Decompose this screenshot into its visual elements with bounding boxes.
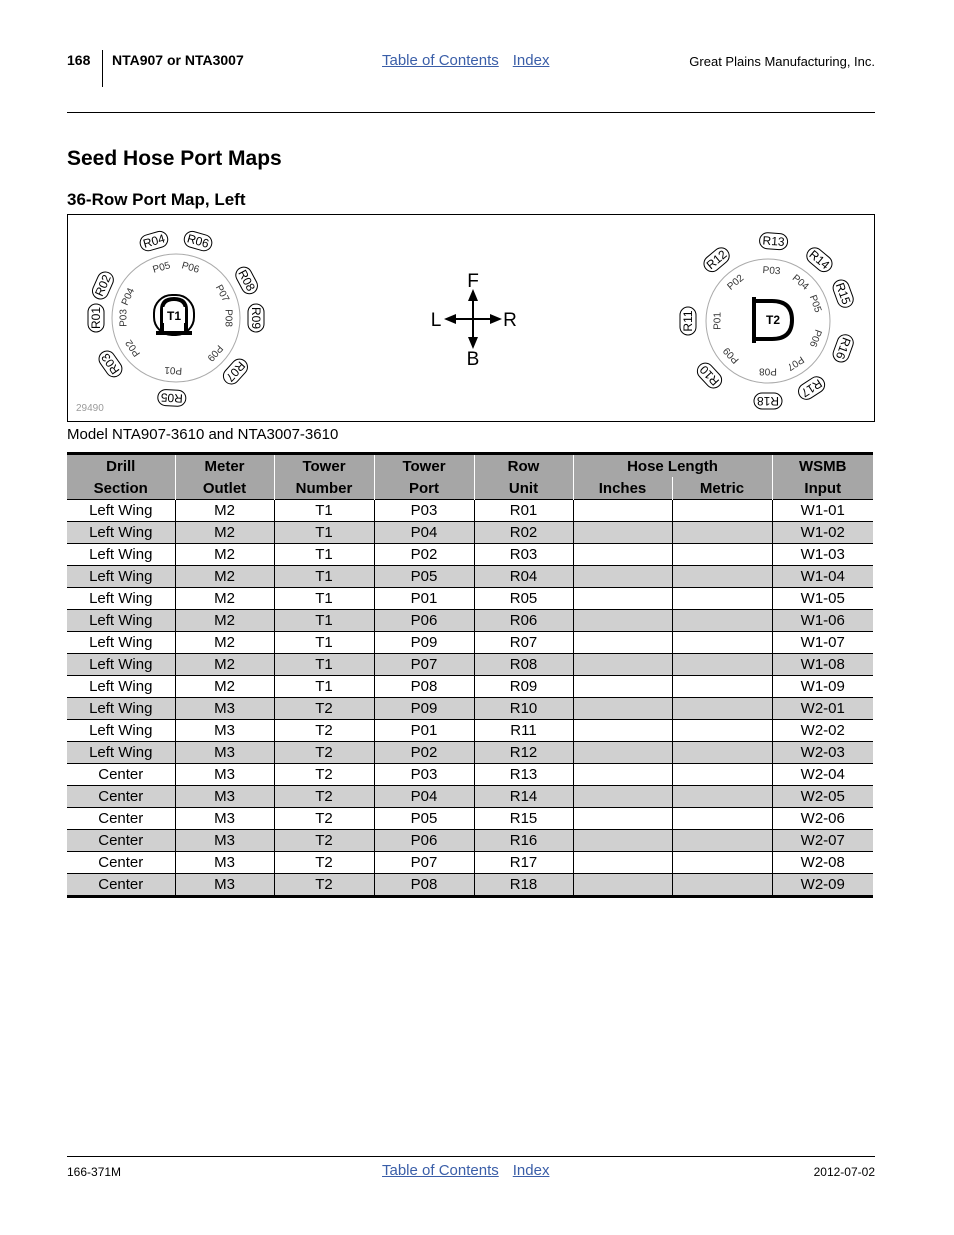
table-cell bbox=[672, 500, 772, 522]
table-cell: Left Wing bbox=[67, 588, 175, 610]
compass bbox=[431, 271, 517, 370]
port-label: P01 bbox=[712, 312, 724, 330]
table-cell: R09 bbox=[474, 676, 573, 698]
port-label: P04 bbox=[119, 286, 138, 308]
tower-left-map bbox=[88, 230, 264, 407]
table-cell bbox=[573, 610, 672, 632]
table-cell bbox=[672, 808, 772, 830]
table-cell bbox=[573, 874, 672, 897]
row-label: R14 bbox=[806, 247, 833, 273]
col-subheader-section: Section bbox=[67, 477, 175, 500]
port-label: P08 bbox=[222, 309, 234, 327]
table-cell: M3 bbox=[175, 852, 274, 874]
table-cell: W2-02 bbox=[772, 720, 873, 742]
row-label: R09 bbox=[249, 306, 263, 330]
table-cell: R18 bbox=[474, 874, 573, 897]
table-cell: Left Wing bbox=[67, 698, 175, 720]
table-cell: R16 bbox=[474, 830, 573, 852]
compass-right-label: R bbox=[503, 310, 517, 331]
table-cell: W1-06 bbox=[772, 610, 873, 632]
table-cell: Center bbox=[67, 830, 175, 852]
table-body bbox=[67, 500, 873, 897]
table-cell: M2 bbox=[175, 676, 274, 698]
table-cell: M2 bbox=[175, 610, 274, 632]
table-row bbox=[67, 830, 873, 852]
table-cell: Left Wing bbox=[67, 676, 175, 698]
table-cell: W1-02 bbox=[772, 522, 873, 544]
table-cell bbox=[573, 676, 672, 698]
port-label: P02 bbox=[123, 337, 144, 359]
row-label: R02 bbox=[92, 272, 114, 299]
row-label: R16 bbox=[832, 335, 854, 362]
table-cell: M2 bbox=[175, 566, 274, 588]
table-cell: P01 bbox=[374, 720, 474, 742]
table-cell bbox=[672, 698, 772, 720]
row-label: R12 bbox=[703, 247, 730, 273]
table-cell: M2 bbox=[175, 654, 274, 676]
table-cell: P02 bbox=[374, 742, 474, 764]
col-subheader-port: Port bbox=[374, 477, 474, 500]
table-cell: M3 bbox=[175, 830, 274, 852]
figure-number: 29490 bbox=[76, 403, 104, 414]
table-cell: W2-01 bbox=[772, 698, 873, 720]
table-cell: T2 bbox=[274, 786, 374, 808]
table-cell: T2 bbox=[274, 742, 374, 764]
table-row bbox=[67, 632, 873, 654]
tower-right-label: T2 bbox=[765, 313, 781, 327]
table-cell: R06 bbox=[474, 610, 573, 632]
port-label: P02 bbox=[725, 272, 747, 293]
port-label: P09 bbox=[204, 342, 225, 364]
table-cell: M3 bbox=[175, 808, 274, 830]
footer-nav bbox=[382, 1162, 549, 1179]
table-cell: R12 bbox=[474, 742, 573, 764]
table-cell: P09 bbox=[374, 698, 474, 720]
port-map-figure bbox=[67, 214, 875, 422]
compass-left-label: L bbox=[430, 310, 442, 331]
table-cell: T2 bbox=[274, 830, 374, 852]
table-cell: R14 bbox=[474, 786, 573, 808]
table-cell: R04 bbox=[474, 566, 573, 588]
table-cell bbox=[573, 544, 672, 566]
table-cell: M3 bbox=[175, 764, 274, 786]
table-cell: W1-05 bbox=[772, 588, 873, 610]
table-cell bbox=[573, 720, 672, 742]
table-header-row-bottom bbox=[67, 477, 873, 500]
table-cell: M3 bbox=[175, 786, 274, 808]
port-map-diagram bbox=[68, 215, 874, 421]
row-label: R06 bbox=[185, 231, 211, 251]
table-row bbox=[67, 500, 873, 522]
table-cell bbox=[672, 786, 772, 808]
table-cell: P03 bbox=[374, 500, 474, 522]
tower-right-map bbox=[680, 232, 855, 409]
table-cell: T1 bbox=[274, 632, 374, 654]
table-cell: P07 bbox=[374, 852, 474, 874]
table-row bbox=[67, 786, 873, 808]
table-cell: W1-01 bbox=[772, 500, 873, 522]
col-header-wsmb: WSMB bbox=[772, 454, 873, 478]
table-row bbox=[67, 610, 873, 632]
table-cell: M3 bbox=[175, 874, 274, 897]
col-subheader-metric: Metric bbox=[672, 477, 772, 500]
col-header-tower-port: Tower bbox=[374, 454, 474, 478]
table-cell: P06 bbox=[374, 830, 474, 852]
table-cell bbox=[573, 566, 672, 588]
table-cell: T2 bbox=[274, 852, 374, 874]
header-nav bbox=[382, 52, 549, 69]
port-label: P08 bbox=[759, 365, 777, 377]
row-label: R08 bbox=[235, 267, 258, 294]
table-cell bbox=[573, 742, 672, 764]
footer-rule bbox=[67, 1156, 875, 1157]
table-cell: W1-04 bbox=[772, 566, 873, 588]
table-cell: T1 bbox=[274, 676, 374, 698]
table-cell: M3 bbox=[175, 720, 274, 742]
table-cell: P09 bbox=[374, 632, 474, 654]
row-label: R18 bbox=[756, 394, 780, 408]
port-label: P05 bbox=[806, 293, 824, 315]
table-cell: T2 bbox=[274, 874, 374, 897]
table-cell: W2-06 bbox=[772, 808, 873, 830]
table-cell: P05 bbox=[374, 808, 474, 830]
port-label: P05 bbox=[151, 260, 172, 276]
table-row bbox=[67, 852, 873, 874]
row-label: R13 bbox=[762, 233, 786, 249]
table-cell: R01 bbox=[474, 500, 573, 522]
table-cell bbox=[573, 522, 672, 544]
table-cell: W2-08 bbox=[772, 852, 873, 874]
table-cell: P02 bbox=[374, 544, 474, 566]
col-header-meter: Meter bbox=[175, 454, 274, 478]
table-cell: P08 bbox=[374, 874, 474, 897]
table-cell bbox=[672, 852, 772, 874]
table-cell: M3 bbox=[175, 698, 274, 720]
table-row bbox=[67, 764, 873, 786]
table-cell: Left Wing bbox=[67, 654, 175, 676]
section-title: Seed Hose Port Maps bbox=[67, 147, 282, 170]
table-cell: M3 bbox=[175, 742, 274, 764]
table-cell: T1 bbox=[274, 566, 374, 588]
table-cell: M2 bbox=[175, 500, 274, 522]
table-cell: W1-03 bbox=[772, 544, 873, 566]
table-cell: W2-09 bbox=[772, 874, 873, 897]
table-cell: T1 bbox=[274, 654, 374, 676]
company-name: Great Plains Manufacturing, Inc. bbox=[689, 54, 875, 69]
table-cell: Left Wing bbox=[67, 720, 175, 742]
table-row bbox=[67, 698, 873, 720]
table-cell: Left Wing bbox=[67, 522, 175, 544]
table-cell: T1 bbox=[274, 588, 374, 610]
port-label: P06 bbox=[180, 260, 201, 276]
table-cell: M2 bbox=[175, 632, 274, 654]
table-cell: P07 bbox=[374, 654, 474, 676]
table-cell bbox=[672, 522, 772, 544]
row-label: R15 bbox=[832, 280, 854, 307]
port-label: P07 bbox=[212, 283, 231, 305]
publication-date: 2012-07-02 bbox=[813, 1165, 875, 1179]
table-cell: Center bbox=[67, 874, 175, 897]
table-cell: W2-07 bbox=[772, 830, 873, 852]
table-cell: T2 bbox=[274, 698, 374, 720]
table-cell: R07 bbox=[474, 632, 573, 654]
table-row bbox=[67, 676, 873, 698]
table-cell: R05 bbox=[474, 588, 573, 610]
table-cell: T2 bbox=[274, 808, 374, 830]
tower-left-label: T1 bbox=[166, 309, 182, 323]
table-cell: P01 bbox=[374, 588, 474, 610]
port-label: P04 bbox=[789, 272, 811, 293]
table-cell: T1 bbox=[274, 610, 374, 632]
table-cell: W1-08 bbox=[772, 654, 873, 676]
table-row bbox=[67, 808, 873, 830]
table-cell bbox=[573, 852, 672, 874]
table-cell: Center bbox=[67, 808, 175, 830]
table-cell: R08 bbox=[474, 654, 573, 676]
table-row bbox=[67, 742, 873, 764]
table-cell bbox=[672, 830, 772, 852]
page-number: 168 bbox=[67, 52, 91, 68]
table-cell: Left Wing bbox=[67, 610, 175, 632]
table-cell: R02 bbox=[474, 522, 573, 544]
table-cell bbox=[672, 676, 772, 698]
table-cell: T1 bbox=[274, 544, 374, 566]
table-cell: M2 bbox=[175, 588, 274, 610]
col-subheader-input: Input bbox=[772, 477, 873, 500]
row-label: R01 bbox=[89, 306, 103, 330]
port-label: P01 bbox=[164, 363, 183, 376]
col-subheader-number: Number bbox=[274, 477, 374, 500]
table-row bbox=[67, 720, 873, 742]
row-label: R10 bbox=[696, 362, 723, 389]
table-cell bbox=[573, 808, 672, 830]
col-subheader-inches: Inches bbox=[573, 477, 672, 500]
table-cell: Left Wing bbox=[67, 742, 175, 764]
port-label: P07 bbox=[784, 353, 806, 373]
table-row bbox=[67, 544, 873, 566]
table-cell: Left Wing bbox=[67, 632, 175, 654]
table-cell bbox=[672, 544, 772, 566]
table-cell: R13 bbox=[474, 764, 573, 786]
toc-link[interactable]: Table of Contents bbox=[382, 52, 499, 69]
table-cell: W2-03 bbox=[772, 742, 873, 764]
row-label: R17 bbox=[798, 376, 825, 400]
table-cell: W1-07 bbox=[772, 632, 873, 654]
compass-front-label: F bbox=[467, 271, 479, 292]
table-cell bbox=[672, 610, 772, 632]
row-label: R11 bbox=[681, 310, 695, 332]
port-label: P03 bbox=[118, 309, 130, 327]
table-cell: T1 bbox=[274, 522, 374, 544]
table-cell: T2 bbox=[274, 720, 374, 742]
figure-caption: Model NTA907-3610 and NTA3007-3610 bbox=[67, 426, 339, 443]
table-cell bbox=[672, 764, 772, 786]
table-cell bbox=[672, 874, 772, 897]
table-row bbox=[67, 654, 873, 676]
table-cell bbox=[672, 632, 772, 654]
table-cell: T1 bbox=[274, 500, 374, 522]
table-cell bbox=[573, 654, 672, 676]
table-cell bbox=[573, 830, 672, 852]
col-header-drill: Drill bbox=[67, 454, 175, 478]
table-cell: Left Wing bbox=[67, 566, 175, 588]
table-cell: P08 bbox=[374, 676, 474, 698]
table-cell: R11 bbox=[474, 720, 573, 742]
table-cell: P05 bbox=[374, 566, 474, 588]
compass-back-label: B bbox=[466, 349, 480, 370]
table-cell bbox=[672, 720, 772, 742]
table-cell: P04 bbox=[374, 522, 474, 544]
col-header-row: Row bbox=[474, 454, 573, 478]
table-cell: Left Wing bbox=[67, 500, 175, 522]
table-cell bbox=[573, 500, 672, 522]
table-cell bbox=[573, 764, 672, 786]
table-cell: P06 bbox=[374, 610, 474, 632]
table-cell bbox=[672, 588, 772, 610]
row-label: R04 bbox=[141, 231, 167, 251]
table-cell: R03 bbox=[474, 544, 573, 566]
table-cell bbox=[573, 786, 672, 808]
col-subheader-unit: Unit bbox=[474, 477, 573, 500]
port-map-table bbox=[67, 452, 873, 898]
col-header-hose-length: Hose Length bbox=[573, 454, 772, 478]
col-subheader-outlet: Outlet bbox=[175, 477, 274, 500]
footer-index-link[interactable]: Index bbox=[512, 1162, 550, 1179]
subsection-title: 36-Row Port Map, Left bbox=[67, 190, 246, 209]
table-cell bbox=[672, 742, 772, 764]
table-cell bbox=[672, 566, 772, 588]
col-header-tower-number: Tower bbox=[274, 454, 374, 478]
table-cell bbox=[672, 654, 772, 676]
header-model: NTA907 or NTA3007 bbox=[112, 52, 244, 68]
table-cell bbox=[573, 632, 672, 654]
table-cell: Center bbox=[67, 786, 175, 808]
table-row bbox=[67, 566, 873, 588]
document-number: 166-371M bbox=[67, 1165, 122, 1179]
table-cell: W2-05 bbox=[772, 786, 873, 808]
row-label: R07 bbox=[222, 358, 249, 385]
table-cell: R17 bbox=[474, 852, 573, 874]
port-label: P06 bbox=[806, 327, 824, 349]
port-label: P09 bbox=[721, 344, 742, 366]
table-cell: R15 bbox=[474, 808, 573, 830]
table-cell: M2 bbox=[175, 544, 274, 566]
table-row bbox=[67, 874, 873, 897]
table-cell bbox=[573, 698, 672, 720]
table-cell: M2 bbox=[175, 522, 274, 544]
header-divider bbox=[102, 50, 103, 87]
port-label: P03 bbox=[762, 265, 781, 278]
table-cell: P04 bbox=[374, 786, 474, 808]
table-cell: T2 bbox=[274, 764, 374, 786]
table-cell: Center bbox=[67, 764, 175, 786]
index-link[interactable]: Index bbox=[512, 52, 550, 69]
header-rule bbox=[67, 112, 875, 113]
row-label: R03 bbox=[98, 350, 123, 377]
table-cell bbox=[573, 588, 672, 610]
table-row bbox=[67, 522, 873, 544]
table-cell: P03 bbox=[374, 764, 474, 786]
footer-toc-link[interactable]: Table of Contents bbox=[382, 1162, 499, 1179]
table-cell: Left Wing bbox=[67, 544, 175, 566]
table-cell: W1-09 bbox=[772, 676, 873, 698]
table-row bbox=[67, 588, 873, 610]
table-cell: W2-04 bbox=[772, 764, 873, 786]
table-cell: R10 bbox=[474, 698, 573, 720]
row-label: R05 bbox=[160, 390, 184, 406]
table-header-row-top bbox=[67, 454, 873, 478]
table-cell: Center bbox=[67, 852, 175, 874]
